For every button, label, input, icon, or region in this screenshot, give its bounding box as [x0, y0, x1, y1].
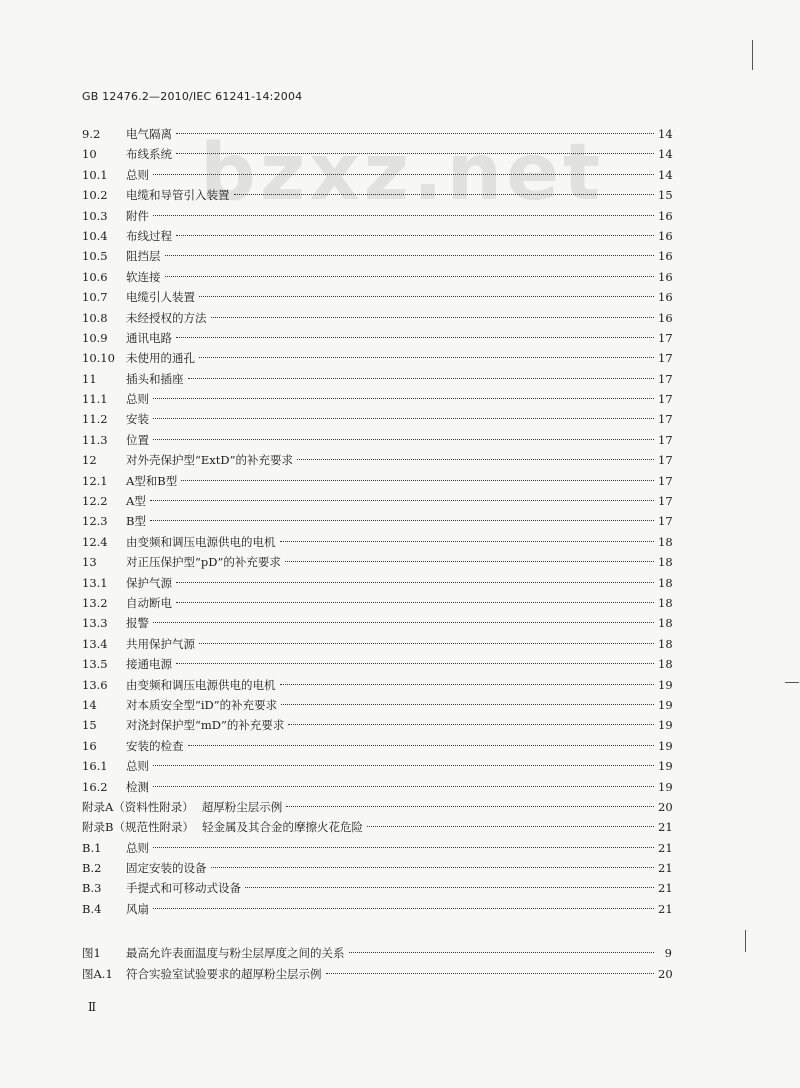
toc-entry[interactable]: [82, 573, 672, 593]
dot-leader: [188, 745, 655, 746]
toc-title: 安装的检查: [126, 738, 184, 753]
toc-entry[interactable]: [82, 450, 672, 470]
dot-leader: [286, 806, 654, 807]
figure-page-number: 20: [658, 966, 673, 981]
toc-page-number: 16: [658, 290, 673, 305]
toc-entry[interactable]: [82, 287, 672, 307]
scan-mark: [785, 682, 799, 683]
toc-title: 布线过程: [126, 228, 172, 243]
toc-entry[interactable]: [82, 593, 672, 613]
toc-page-number: 17: [658, 351, 673, 366]
toc-page-number: 18: [658, 616, 673, 631]
toc-number: 10.10: [82, 351, 115, 366]
toc-entry[interactable]: [82, 675, 672, 695]
dot-leader: [211, 867, 655, 868]
toc-number: 13.2: [82, 595, 108, 610]
toc-number: 10.5: [82, 249, 108, 264]
toc-entry[interactable]: [82, 430, 672, 450]
toc-entry[interactable]: [82, 797, 672, 817]
toc-number: B.4: [82, 901, 102, 916]
table-of-contents: [82, 124, 672, 984]
toc-number: 16.1: [82, 759, 108, 774]
standard-header: GB 12476.2—2010/IEC 61241-14:2004: [82, 90, 303, 103]
toc-title: 未使用的通孔: [126, 351, 195, 366]
dot-leader: [150, 520, 654, 521]
toc-page-number: 20: [658, 799, 673, 814]
toc-page-number: 18: [658, 636, 673, 651]
dot-leader: [199, 643, 654, 644]
toc-entry[interactable]: [82, 491, 672, 511]
dot-leader: [153, 398, 654, 399]
toc-page-number: 21: [658, 901, 673, 916]
dot-leader: [153, 786, 654, 787]
toc-title: 接通电源: [126, 657, 172, 672]
toc-title: B型: [126, 514, 146, 529]
toc-page-number: 19: [658, 759, 673, 774]
toc-title: A型和B型: [126, 473, 178, 488]
toc-number: B.3: [82, 881, 102, 896]
toc-number: 13: [82, 555, 97, 570]
toc-title: 手提式和可移动式设备: [126, 881, 241, 896]
toc-number: 13.5: [82, 657, 108, 672]
dot-leader: [153, 622, 654, 623]
toc-title: 由变频和调压电源供电的电机: [126, 677, 276, 692]
dot-leader: [165, 255, 655, 256]
toc-entry[interactable]: [82, 471, 672, 491]
toc-title: 保护气源: [126, 575, 172, 590]
toc-page-number: 17: [658, 453, 673, 468]
toc-number: 11.3: [82, 432, 108, 447]
toc-entry[interactable]: [82, 838, 672, 858]
toc-title: 自动断电: [126, 595, 172, 610]
toc-number: 12.4: [82, 534, 108, 549]
toc-entry[interactable]: [82, 511, 672, 531]
toc-number: 12: [82, 453, 97, 468]
toc-number: 13.1: [82, 575, 108, 590]
toc-page-number: 14: [658, 147, 673, 162]
toc-page-number: 18: [658, 595, 673, 610]
toc-title: 共用保护气源: [126, 636, 195, 651]
toc-number: 10.2: [82, 188, 108, 203]
toc-number: 12.3: [82, 514, 108, 529]
toc-number: 10.4: [82, 228, 108, 243]
dot-leader: [153, 908, 654, 909]
dot-leader: [153, 174, 654, 175]
toc-title: 阻挡层: [126, 249, 161, 264]
toc-title: 超厚粉尘层示例: [201, 799, 283, 814]
toc-number: 9.2: [82, 127, 101, 141]
figure-title: 符合实验室试验要求的超厚粉尘层示例: [126, 966, 322, 981]
toc-number: 14: [82, 697, 97, 712]
watermark: bzxz.net: [200, 128, 605, 218]
toc-entry[interactable]: [82, 899, 672, 919]
toc-page-number: 16: [658, 208, 673, 223]
toc-title: 总则: [126, 392, 149, 407]
toc-page-number: 19: [658, 779, 673, 794]
toc-entry[interactable]: [82, 124, 672, 144]
toc-title: 对外壳保护型“ExtD”的补充要求: [126, 453, 293, 468]
toc-page-number: 19: [658, 677, 673, 692]
toc-entry[interactable]: [82, 348, 672, 368]
dot-leader: [245, 887, 654, 888]
toc-entries: [82, 124, 672, 919]
toc-title: 轻金属及其合金的摩擦火花危险: [201, 820, 363, 835]
toc-entry[interactable]: [82, 736, 672, 756]
dot-leader: [176, 663, 654, 664]
toc-page-number: 17: [658, 412, 673, 427]
toc-number: 15: [82, 718, 97, 733]
page-number: Ⅱ: [88, 1000, 97, 1014]
dot-leader: [176, 133, 654, 134]
toc-entry[interactable]: [82, 206, 672, 226]
dot-leader: [176, 153, 654, 154]
toc-title: 位置: [126, 432, 149, 447]
toc-number: 13.3: [82, 616, 108, 631]
toc-page-number: 14: [658, 167, 673, 182]
figure-number: 图1: [82, 946, 101, 961]
toc-entry[interactable]: [82, 532, 672, 552]
toc-entry[interactable]: [82, 226, 672, 246]
toc-number: 16: [82, 738, 97, 753]
toc-entry[interactable]: [82, 695, 672, 715]
dot-leader: [153, 439, 654, 440]
toc-entry[interactable]: [82, 715, 672, 735]
toc-title: 固定安装的设备: [126, 861, 207, 876]
toc-number: 11: [82, 371, 97, 386]
toc-title: 由变频和调压电源供电的电机: [126, 534, 276, 549]
toc-entry[interactable]: [82, 165, 672, 185]
toc-title: 对正压保护型“pD”的补充要求: [126, 555, 281, 570]
toc-title: 电气隔离: [126, 127, 172, 141]
dot-leader: [367, 826, 654, 827]
dot-leader: [288, 724, 654, 725]
dot-leader: [285, 561, 654, 562]
toc-page-number: 21: [658, 861, 673, 876]
toc-page-number: 19: [658, 718, 673, 733]
toc-number: 10.7: [82, 290, 108, 305]
toc-page-number: 17: [658, 432, 673, 447]
toc-page-number: 14: [658, 127, 673, 141]
dot-leader: [280, 684, 655, 685]
dot-leader: [153, 215, 654, 216]
toc-number: 10.3: [82, 208, 108, 223]
dot-leader: [181, 480, 654, 481]
toc-entry[interactable]: [82, 878, 672, 898]
toc-entry[interactable]: [82, 613, 672, 633]
toc-entry[interactable]: [82, 552, 672, 572]
toc-title: 总则: [126, 759, 149, 774]
toc-title: 对浇封保护型“mD”的补充要求: [126, 718, 285, 733]
dot-leader: [326, 973, 655, 974]
toc-page-number: 17: [658, 494, 673, 509]
toc-page-number: 17: [658, 473, 673, 488]
toc-number: 11.1: [82, 392, 108, 407]
toc-entry[interactable]: [82, 389, 672, 409]
dot-leader: [297, 459, 654, 460]
dot-leader: [211, 317, 655, 318]
dot-leader: [153, 847, 654, 848]
toc-number: 10.6: [82, 269, 108, 284]
scan-mark: [745, 930, 746, 952]
toc-title: 总则: [126, 840, 149, 855]
toc-entry[interactable]: [82, 144, 672, 164]
toc-page-number: 18: [658, 575, 673, 590]
toc-page-number: 17: [658, 330, 673, 345]
dot-leader: [188, 378, 655, 379]
toc-number: 16.2: [82, 779, 108, 794]
toc-page-number: 17: [658, 514, 673, 529]
toc-title: 电缆和导管引入装置: [126, 188, 230, 203]
toc-page-number: 16: [658, 310, 673, 325]
toc-number: 10.9: [82, 330, 108, 345]
toc-number: 10.8: [82, 310, 108, 325]
toc-entry[interactable]: [82, 777, 672, 797]
toc-number: 11.2: [82, 412, 108, 427]
toc-title: 安装: [126, 412, 149, 427]
dot-leader: [234, 194, 655, 195]
toc-entry[interactable]: [82, 409, 672, 429]
toc-number: B.2: [82, 861, 102, 876]
toc-entry[interactable]: [82, 308, 672, 328]
toc-page-number: 19: [658, 697, 673, 712]
dot-leader: [199, 357, 654, 358]
toc-number: 附录A（资料性附录）: [82, 799, 194, 814]
figure-number: 图A.1: [82, 966, 113, 981]
toc-number: 12.1: [82, 473, 108, 488]
scan-mark: [752, 40, 753, 70]
toc-number: 10.1: [82, 167, 108, 182]
dot-leader: [176, 602, 654, 603]
figure-entry[interactable]: [82, 943, 672, 963]
toc-entry[interactable]: [82, 634, 672, 654]
dot-leader: [199, 296, 654, 297]
toc-number: 13.4: [82, 636, 108, 651]
toc-title: 软连接: [126, 269, 161, 284]
toc-page-number: 21: [658, 820, 673, 835]
toc-page-number: 18: [658, 534, 673, 549]
toc-entry[interactable]: [82, 858, 672, 878]
toc-title: A型: [126, 494, 146, 509]
figure-title: 最高允许表面温度与粉尘层厚度之间的关系: [126, 946, 345, 961]
figure-page-number: 9: [664, 946, 672, 961]
toc-page-number: 16: [658, 269, 673, 284]
toc-separator: [82, 919, 672, 943]
dot-leader: [150, 500, 654, 501]
dot-leader: [281, 704, 654, 705]
toc-title: 未经授权的方法: [126, 310, 207, 325]
dot-leader: [165, 276, 655, 277]
dot-leader: [176, 582, 654, 583]
toc-entry[interactable]: [82, 654, 672, 674]
toc-title: 风扇: [126, 901, 149, 916]
toc-number: 10: [82, 147, 97, 162]
toc-page-number: 18: [658, 555, 673, 570]
toc-page-number: 17: [658, 392, 673, 407]
toc-page-number: 16: [658, 228, 673, 243]
toc-page-number: 17: [658, 371, 673, 386]
toc-title: 报警: [126, 616, 149, 631]
toc-page-number: 21: [658, 840, 673, 855]
toc-title: 布线系统: [126, 147, 172, 162]
toc-page-number: 18: [658, 657, 673, 672]
dot-leader: [176, 337, 654, 338]
toc-page-number: 16: [658, 249, 673, 264]
figure-list: [82, 943, 672, 984]
toc-title: 附件: [126, 208, 149, 223]
toc-title: 总则: [126, 167, 149, 182]
dot-leader: [280, 541, 655, 542]
toc-entry[interactable]: [82, 246, 672, 266]
toc-number: 12.2: [82, 494, 108, 509]
toc-number: B.1: [82, 840, 102, 855]
toc-entry[interactable]: [82, 185, 672, 205]
toc-title: 电缆引人装置: [126, 290, 195, 305]
toc-number: 附录B（规范性附录）: [82, 820, 194, 835]
toc-entry[interactable]: [82, 328, 672, 348]
toc-page-number: 15: [658, 188, 673, 203]
dot-leader: [153, 765, 654, 766]
toc-number: 13.6: [82, 677, 108, 692]
toc-title: 插头和插座: [126, 371, 184, 386]
figure-entry[interactable]: [82, 964, 672, 984]
dot-leader: [176, 235, 654, 236]
toc-title: 对本质安全型“iD”的补充要求: [126, 697, 278, 712]
toc-entry[interactable]: [82, 267, 672, 287]
toc-title: 通讯电路: [126, 330, 172, 345]
toc-page-number: 21: [658, 881, 673, 896]
toc-page-number: 19: [658, 738, 673, 753]
dot-leader: [153, 418, 654, 419]
toc-entry[interactable]: [82, 756, 672, 776]
dot-leader: [349, 952, 655, 953]
toc-entry[interactable]: [82, 817, 672, 837]
toc-entry[interactable]: [82, 369, 672, 389]
toc-title: 检测: [126, 779, 149, 794]
